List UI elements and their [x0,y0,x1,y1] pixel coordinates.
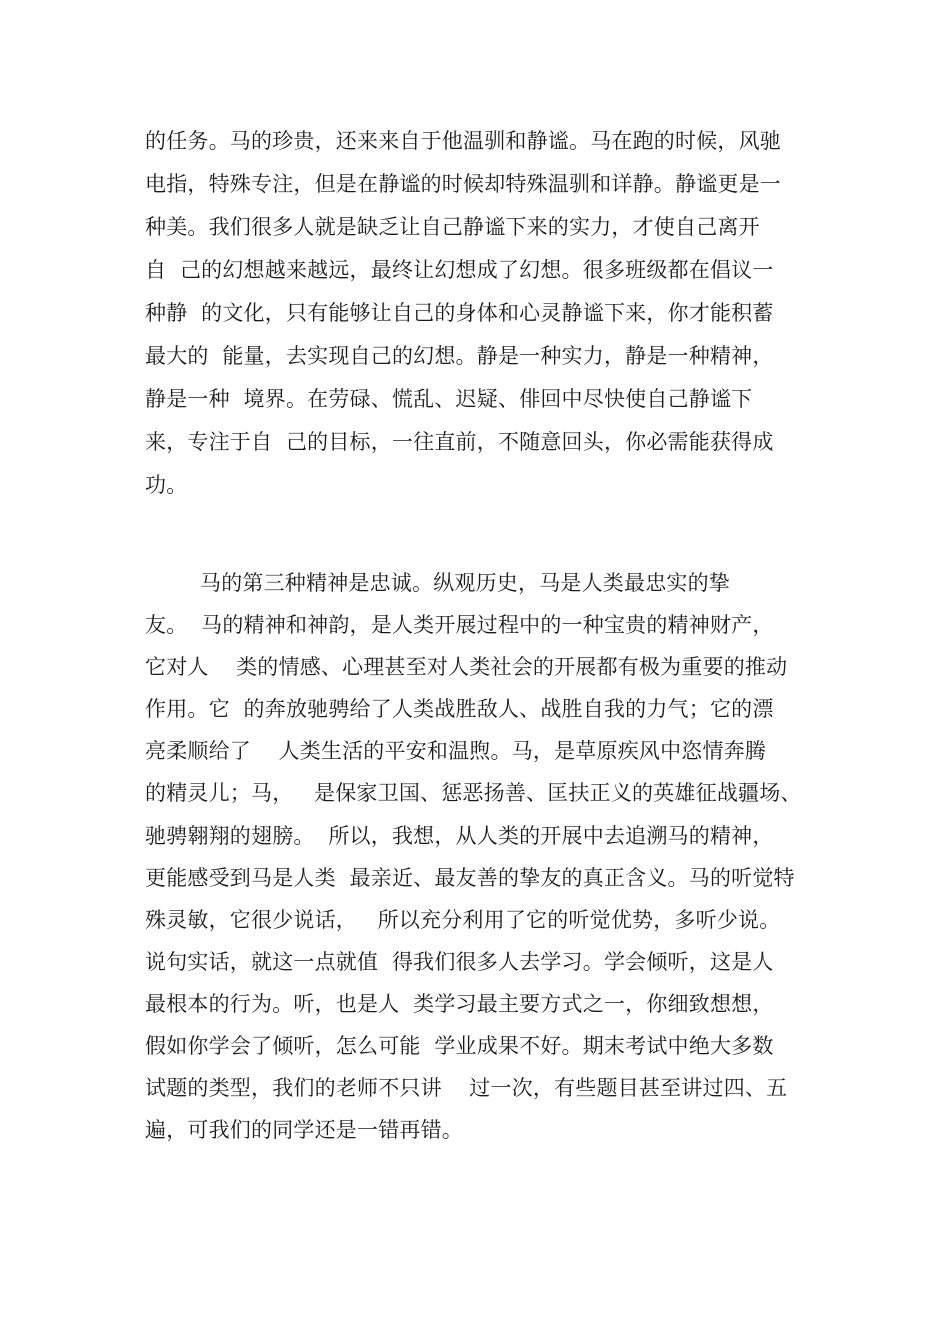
text-line: 假如你学会了倾听，怎么可能 学业成果不好。期末考试中绝大多数 [145,1034,774,1059]
paragraph-1 [145,120,825,507]
text-line: 试题的类型，我们的老师不只讲 过一次，有些题目甚至讲过四、五 [145,1076,788,1101]
text-line: 最根本的行为。听，也是人 类学习最主要方式之一，你细致想想， [145,991,774,1016]
text-line: 来，专注于自 己的目标，一往直前，不随意回头，你必需能获得成 [145,430,774,454]
text-line: 种静 的文化，只有能够让自己的身体和心灵静谧下来，你才能积蓄 [145,301,774,325]
text-line: 自 己的幻想越来越远，最终让幻想成了幻想。很多班级都在倡议一 [145,258,774,282]
text-line: 马的第三种精神是忠诚。纵观历史，马是人类最忠实的挚 [145,571,730,595]
text-line: 友。 马的精神和神韵，是人类开展过程中的一种宝贵的精神财产， [145,613,774,638]
text-line: 殊灵敏，它很少说话， 所以充分利用了它的听觉优势，多听少说。 [145,907,781,932]
text-line: 的精灵儿；马， 是保家卫国、惩恶扬善、匡扶正义的英雄征战疆场、 [145,781,802,806]
text-line: 功。 [145,473,188,497]
text-line: 种美。我们很多人就是缺乏让自己静谧下来的实力，才使自己离开 [145,215,760,239]
text-line: 它对人 类的情感、心理甚至对人类社会的开展都有极为重要的推动 [145,655,788,680]
text-line: 说句实话，就这一点就值 得我们很多人去学习。学会倾听，这是人 [145,949,774,974]
text-line: 驰骋翱翔的翅膀。 所以，我想，从人类的开展中去追溯马的精神， [145,823,774,848]
text-line: 最大的 能量，去实现自己的幻想。静是一种实力，静是一种精神， [145,344,774,368]
text-line: 作用。它 的奔放驰骋给了人类战胜敌人、战胜自我的力气；它的漂 [145,697,774,722]
text-line: 电指，特殊专注，但是在静谧的时候却特殊温驯和详静。静谧更是一 [145,172,781,196]
text-line: 遍，可我们的同学还是一错再错。 [145,1118,463,1143]
text-line: 的任务。马的珍贵，还来来自于他温驯和静谧。马在跑的时候，风驰 [145,129,781,153]
text-line: 亮柔顺给了 人类生活的平安和温煦。马，是草原疾风中恣情奔腾 [145,739,767,764]
text-line: 静是一种 境界。在劳碌、慌乱、迟疑、俳回中尽快使自己静谧下 [145,387,753,411]
paragraph-2 [145,562,825,1151]
text-line: 更能感受到马是人类 最亲近、最友善的挚友的真正含义。马的听觉特 [145,865,795,890]
